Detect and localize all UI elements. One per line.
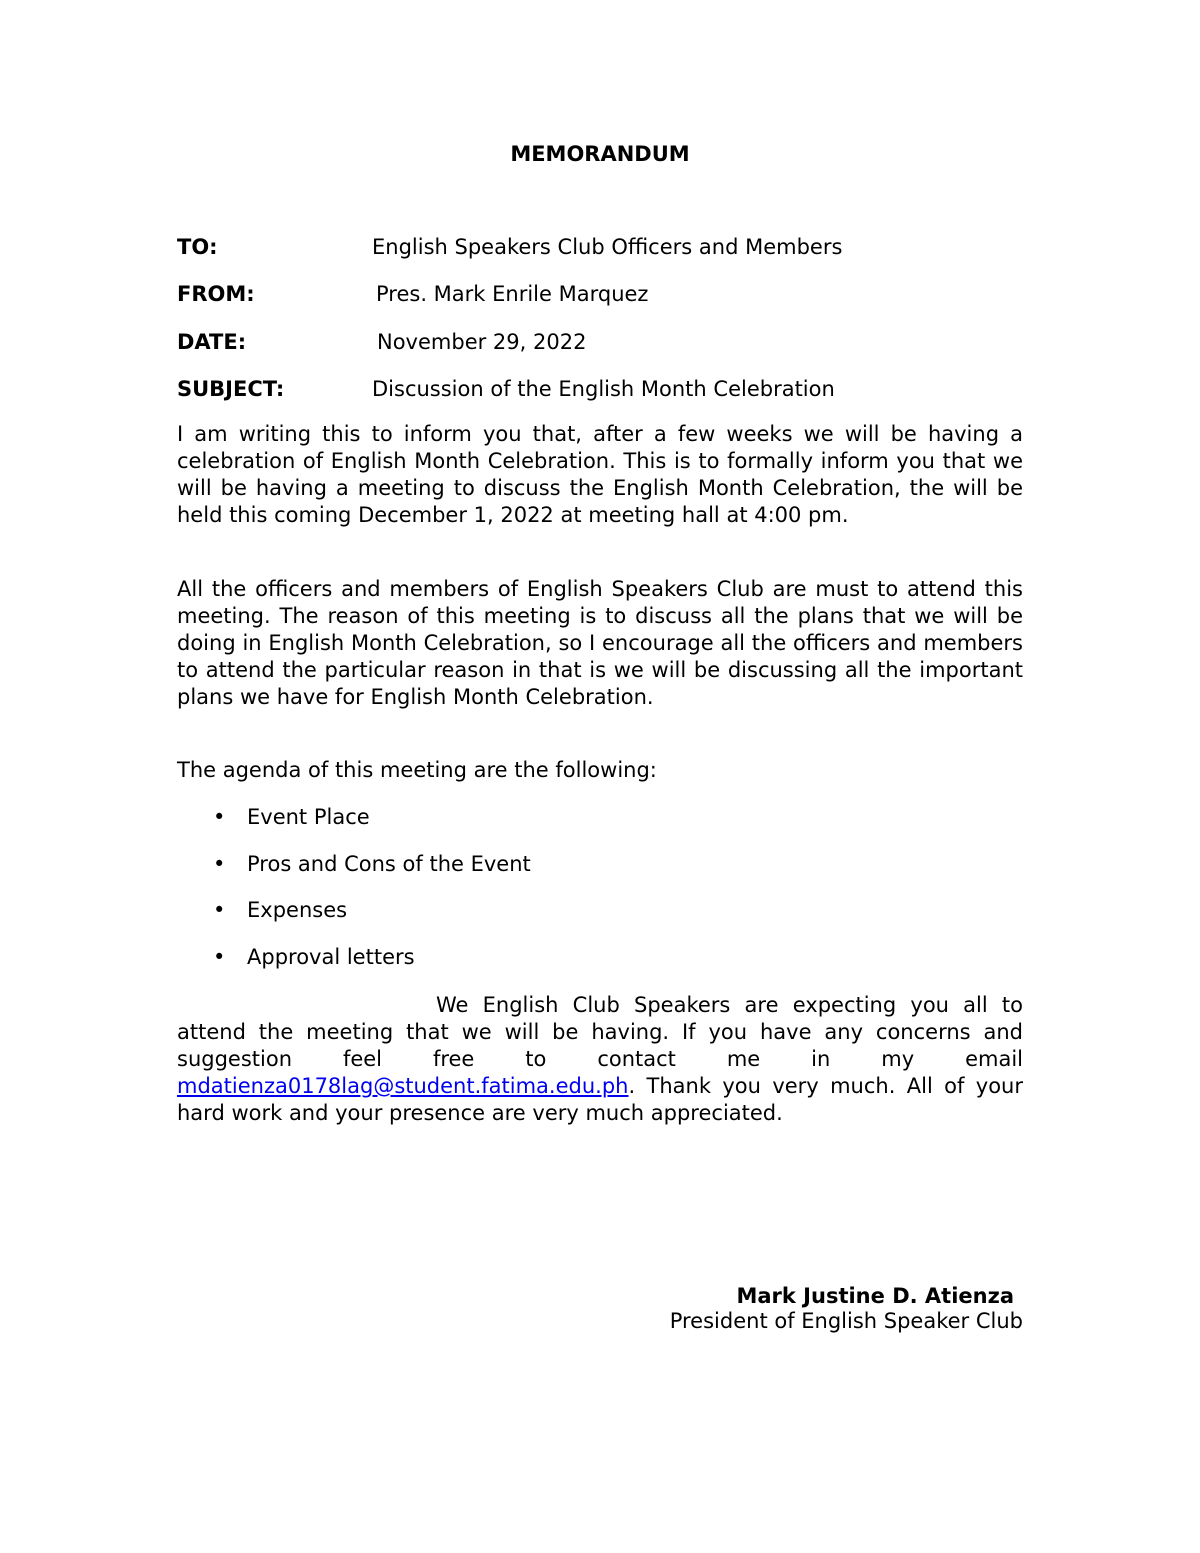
body-paragraph-2: All the officers and members of English Speakers Club are must to attend this meeting. The reason of this meeting is to discuss all the plans that we will be doing in English Month Celebration, so I encourage all the officers and members to attend the particular reason in that is we will be discussing all the important plans we have for English Month Celebration. xyxy=(177,577,1023,709)
signature-title: President of English Speaker Club xyxy=(669,1309,1023,1333)
from-label: FROM: xyxy=(177,282,255,306)
signature-name: Mark Justine D. Atienza xyxy=(736,1284,1014,1308)
to-value: English Speakers Club Officers and Members xyxy=(372,235,843,259)
email-link[interactable]: mdatienza0178lag@student.fatima.edu.ph xyxy=(177,1074,629,1098)
agenda-item-text: Expenses xyxy=(247,898,348,923)
bullet-icon: • xyxy=(213,898,226,923)
to-label: TO: xyxy=(177,235,218,259)
closing-text-after-email: . Thank you very much. All of your hard work and your presence are very much appreciated. xyxy=(177,1074,1023,1125)
subject-label: SUBJECT: xyxy=(177,377,285,401)
bullet-icon: • xyxy=(213,851,226,876)
body-paragraph-1: I am writing this to inform you that, after a few weeks we will be having a celebration of English Month Celebration. This is to formally inform you that we will be having a meeting to discuss the English Month Celebration, the will be held this coming December 1, 2022 at meeting hall at 4:00 pm. xyxy=(177,422,1023,527)
closing-text-before-email: We English Club Speakers are expecting you all to attend the meeting that we will be having. If you have any concerns and suggestion feel free to contact me in my email xyxy=(177,993,1023,1071)
closing-paragraph xyxy=(177,992,1023,1127)
date-label: DATE: xyxy=(177,330,247,354)
date-value: November 29, 2022 xyxy=(377,330,587,354)
bullet-icon: • xyxy=(213,805,226,829)
agenda-item-text: Approval letters xyxy=(247,945,415,970)
bullet-icon: • xyxy=(213,945,226,970)
memo-title: MEMORANDUM xyxy=(510,142,690,166)
agenda-item-text: Event Place xyxy=(247,805,370,829)
agenda-intro: The agenda of this meeting are the following: xyxy=(177,758,657,782)
agenda-item-text: Pros and Cons of the Event xyxy=(247,851,531,876)
from-value: Pres. Mark Enrile Marquez xyxy=(376,282,649,306)
subject-value: Discussion of the English Month Celebration xyxy=(372,377,835,401)
